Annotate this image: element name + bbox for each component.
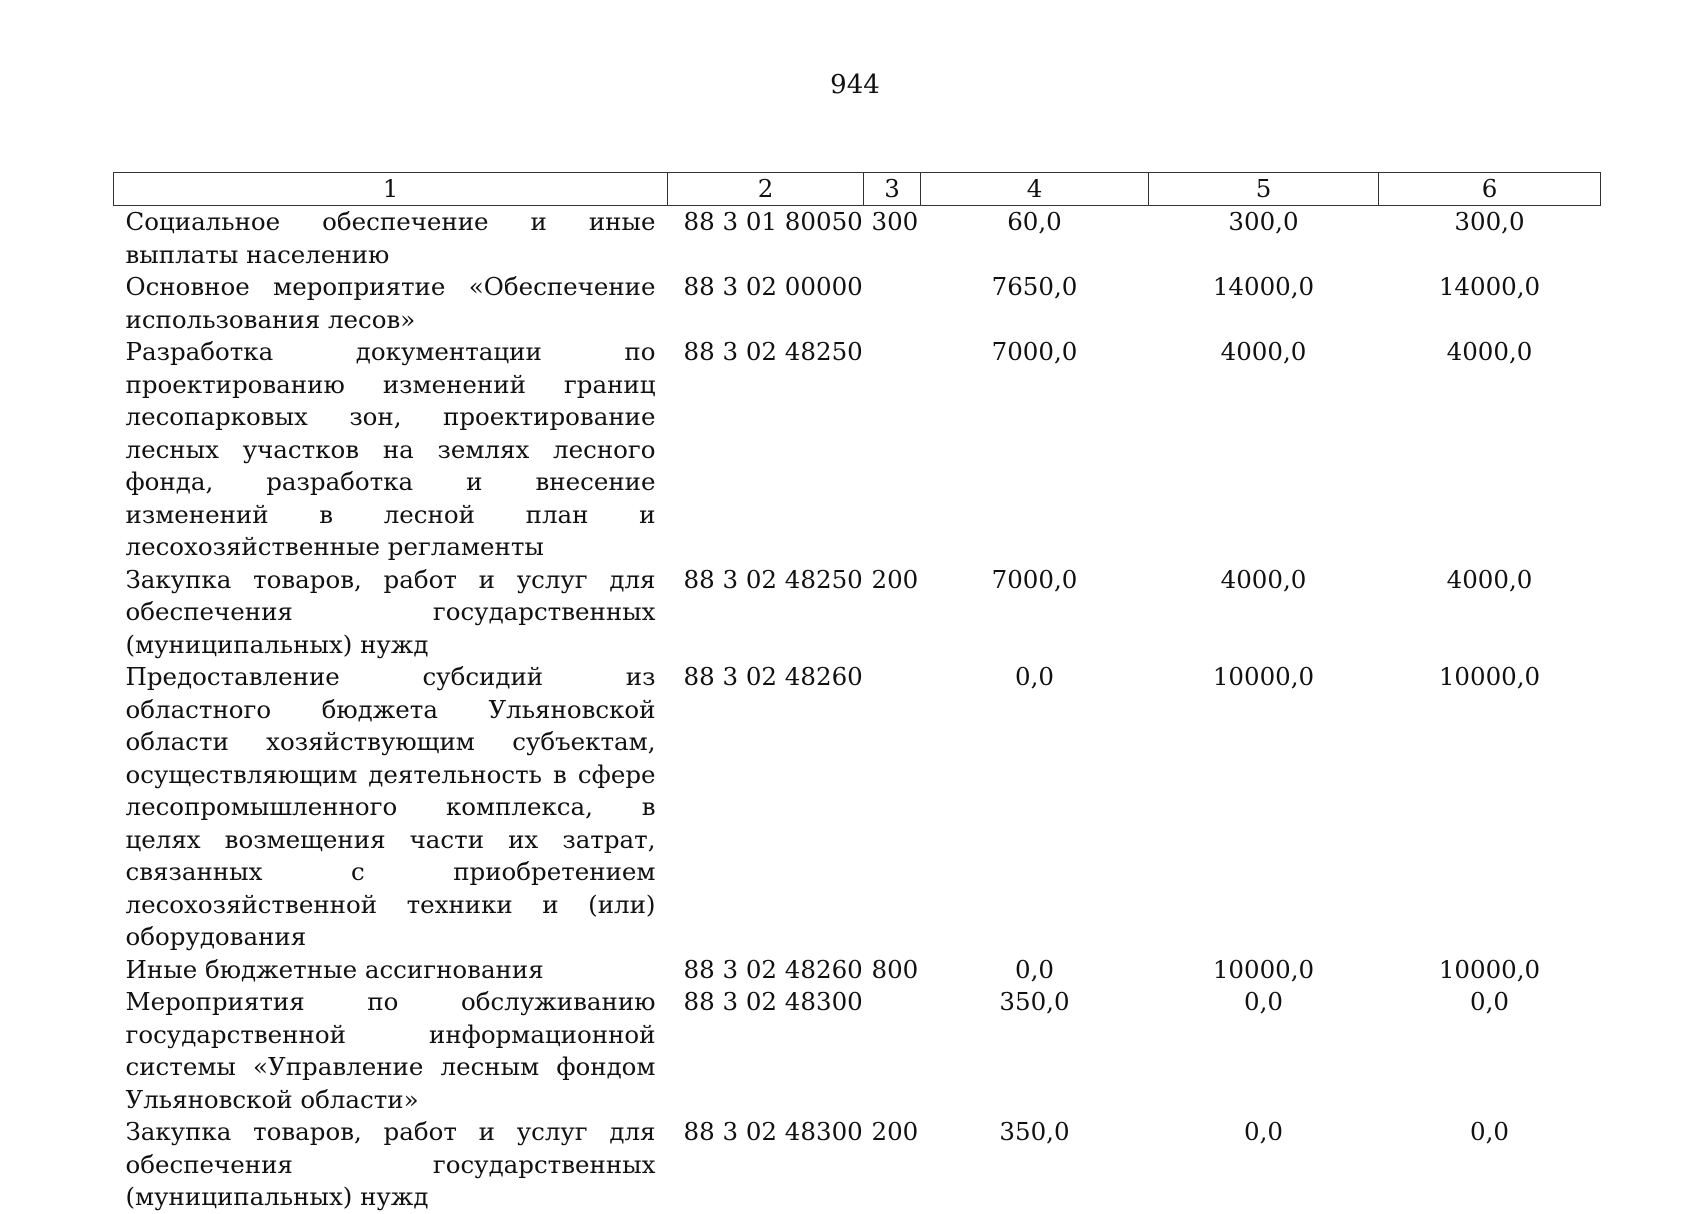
expense-type (864, 336, 921, 564)
amount-col4: 350,0 (999, 1117, 1070, 1146)
column-number-header: 3 (864, 173, 921, 206)
table-row (114, 206, 1601, 272)
item-name: Закупка товаров, работ и услуг для обеспечения государственных (муниципальных) нужд (125, 1117, 656, 1211)
amount-col4: 350,0 (999, 987, 1070, 1016)
item-name: Закупка товаров, работ и услуг для обеспечения государственных (муниципальных) нужд (125, 564, 656, 659)
budget-code: 88 3 02 48250 (683, 564, 863, 594)
budget-table (113, 172, 1601, 1214)
item-name: Социальное обеспечение и иные выплаты населению (125, 207, 656, 269)
amount-col5: 4000,0 (1220, 337, 1307, 366)
amount-col6: 14000,0 (1438, 272, 1541, 301)
budget-code: 88 3 02 48260 (683, 662, 863, 691)
amount-col6: 300,0 (1454, 207, 1525, 236)
page-number: 944 (830, 70, 880, 100)
column-number-header: 1 (114, 173, 668, 206)
budget-code: 88 3 02 48260 (683, 954, 863, 984)
item-name: Предоставление субсидий из областного бюджета Ульяновской области хозяйствующим субъектам, осуществляющим деятельность в сфере лесопромышленного комплекса, в целях возмещения части их затрат, связанных с приобретением лесохозяйственной техники и (или) оборудования (125, 662, 656, 951)
amount-col4: 7000,0 (991, 337, 1078, 366)
item-name: Основное мероприятие «Обеспечение использования лесов» (125, 272, 656, 334)
budget-code: 88 3 01 80050 (683, 207, 863, 236)
amount-col6: 10000,0 (1438, 662, 1541, 691)
item-name: Иные бюджетные ассигнования (125, 954, 544, 984)
table-row (114, 986, 1601, 1116)
budget-code: 88 3 02 48300 (683, 987, 863, 1016)
expense-type: 800 (871, 954, 919, 984)
table-row (114, 564, 1601, 662)
amount-col6: 0,0 (1470, 987, 1509, 1016)
amount-col4: 0,0 (1015, 954, 1054, 984)
expense-type: 200 (871, 1117, 919, 1146)
column-number-header: 5 (1149, 173, 1379, 206)
expense-type (864, 271, 921, 336)
amount-col5: 10000,0 (1212, 662, 1315, 691)
budget-code: 88 3 02 48300 (683, 1117, 863, 1146)
table-row (114, 661, 1601, 954)
column-number-header-row (114, 173, 1601, 206)
expense-type (864, 986, 921, 1116)
amount-col4: 0,0 (1015, 662, 1054, 691)
amount-col4: 7000,0 (991, 564, 1078, 594)
amount-col4: 7650,0 (991, 272, 1078, 301)
item-name: Разработка документации по проектированию изменений границ лесопарковых зон, проектирование лесных участков на землях лесного фонда, разработка и внесение изменений в лесной план и лесохозяйственные регламенты (125, 337, 656, 561)
table-row (114, 954, 1601, 987)
column-number-header: 2 (668, 173, 864, 206)
item-name: Мероприятия по обслуживанию государственной информационной системы «Управление лесным фондом Ульяновской области» (125, 987, 656, 1114)
amount-col5: 14000,0 (1212, 272, 1315, 301)
column-number-header: 4 (921, 173, 1149, 206)
table-row (114, 271, 1601, 336)
amount-col5: 10000,0 (1212, 954, 1315, 984)
table-row (114, 336, 1601, 564)
expense-type: 300 (871, 207, 919, 236)
amount-col5: 300,0 (1228, 207, 1299, 236)
expense-type: 200 (871, 564, 919, 594)
amount-col5: 0,0 (1244, 1117, 1283, 1146)
amount-col4: 60,0 (1007, 207, 1062, 236)
budget-code: 88 3 02 48250 (683, 337, 863, 366)
amount-col5: 0,0 (1244, 987, 1283, 1016)
table-row (114, 1116, 1601, 1214)
amount-col6: 10000,0 (1438, 954, 1541, 984)
amount-col6: 4000,0 (1446, 564, 1533, 594)
column-number-header: 6 (1379, 173, 1601, 206)
amount-col6: 0,0 (1470, 1117, 1509, 1146)
amount-col6: 4000,0 (1446, 337, 1533, 366)
expense-type (864, 661, 921, 954)
amount-col5: 4000,0 (1220, 564, 1307, 594)
budget-code: 88 3 02 00000 (683, 272, 863, 301)
